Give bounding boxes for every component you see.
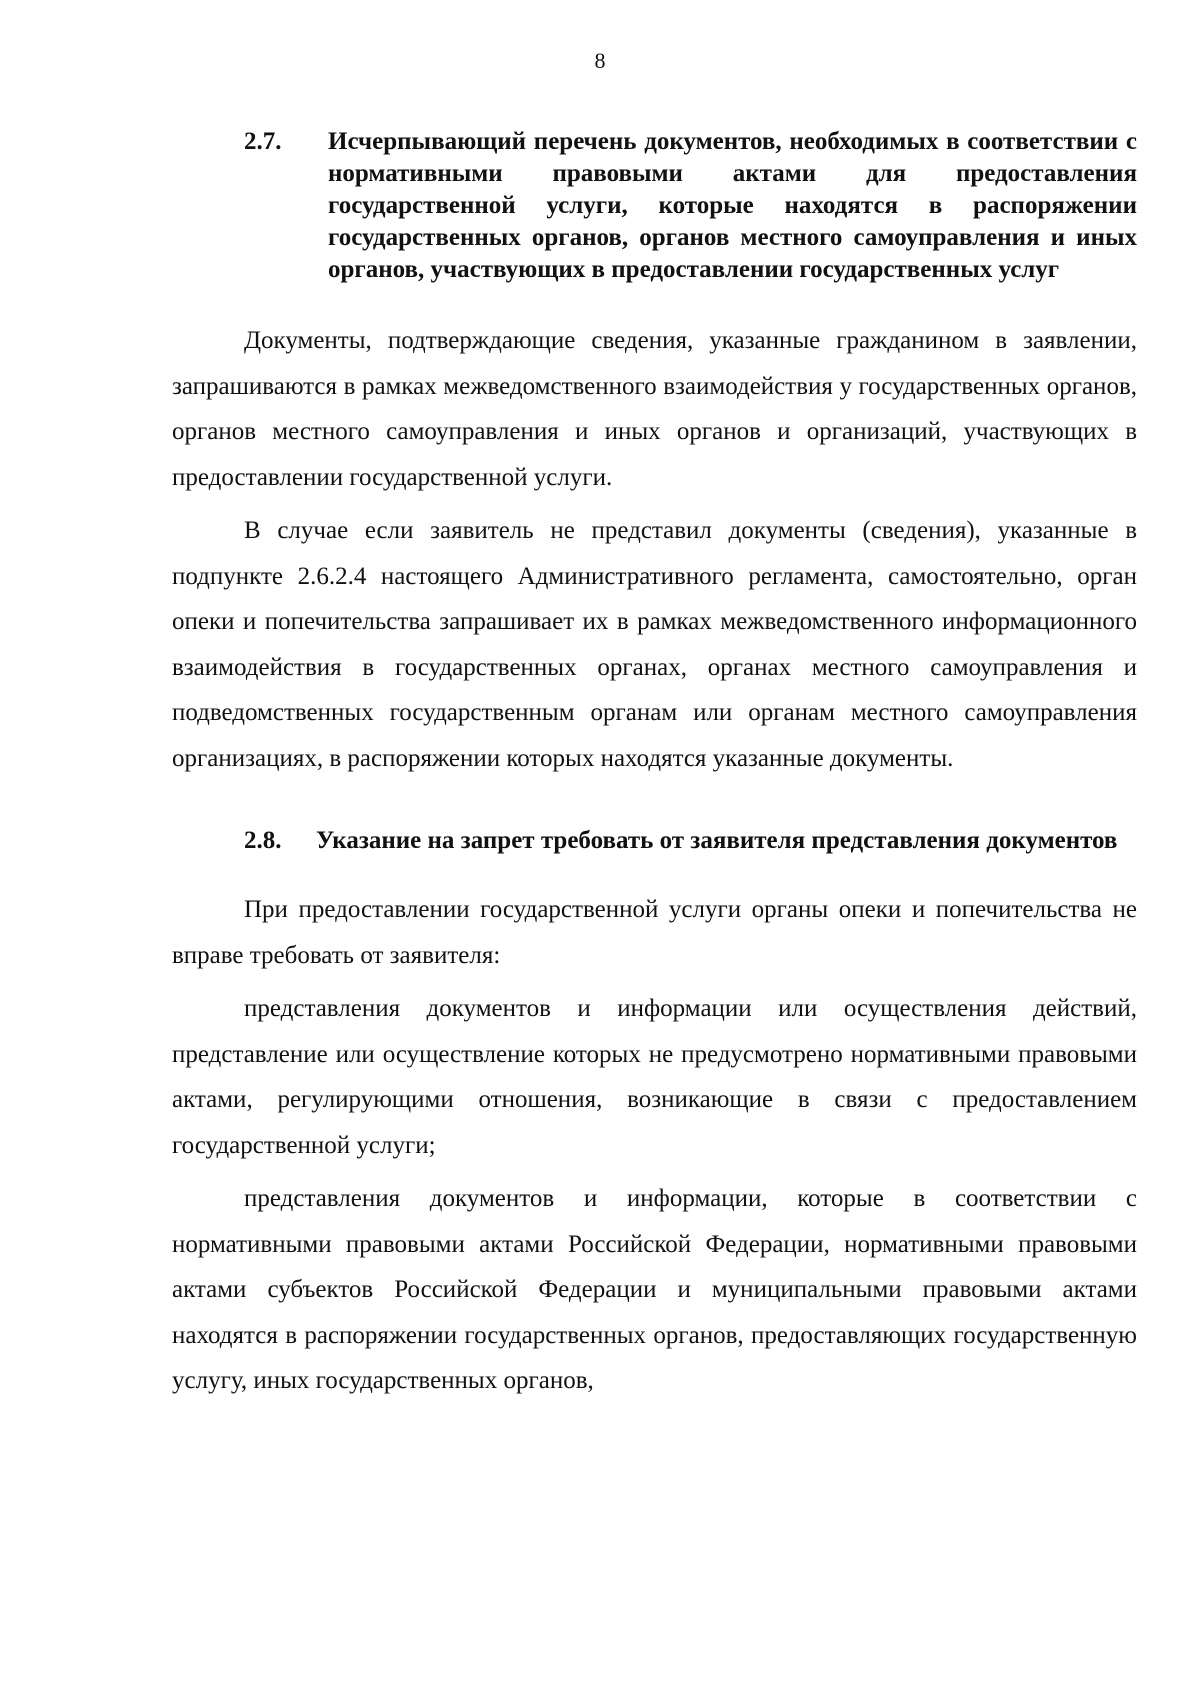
page-number: 8: [594, 48, 606, 73]
paragraph: При предоставлении государственной услуги органы опеки и попечительства не вправе требовать от заявителя:: [172, 896, 1137, 969]
section-heading-2-7: [244, 126, 1137, 286]
section-number: 2.8.: [244, 827, 282, 854]
paragraph: представления документов и информации или осуществления действий, представление или осуществление которых не предусмотрено нормативными правовыми актами, регулирующими отношения, возникающие в связи с предоставлением государственной услуги;: [172, 995, 1137, 1159]
section-heading-2-8: [244, 825, 1137, 857]
section-title: Исчерпывающий перечень документов, необходимых в соответствии с нормативными правовыми актами для предоставления государственной услуги, которые находятся в распоряжении государственных органов, органов местного самоуправления и иных органов, участвующих в предоставлении государственных услуг: [328, 128, 1137, 283]
section-title: Указание на запрет требовать от заявителя представления документов: [316, 827, 1118, 854]
paragraph: Документы, подтверждающие сведения, указанные гражданином в заявлении, запрашиваются в рамках межведомственного взаимодействия у государственных органов, органов местного самоуправления и иных органов и организаций, участвующих в предоставлении государственной услуги.: [172, 327, 1137, 491]
page-content: [172, 126, 1137, 1404]
paragraph: В случае если заявитель не представил документы (сведения), указанные в подпункте 2.6.2.4 настоящего Административного регламента, самостоятельно, орган опеки и попечительства запрашивает их в рамках межведомственного информационного взаимодействия в государственных органах, органах местного самоуправления и подведомственных государственным органам или органам местного самоуправления организациях, в распоряжении которых находятся указанные документы.: [172, 517, 1137, 772]
paragraph: представления документов и информации, которые в соответствии с нормативными правовыми актами Российской Федерации, нормативными правовыми актами субъектов Российской Федерации и муниципальными правовыми актами находятся в распоряжении государственных органов, предоставляющих государственную услугу, иных государственных органов,: [172, 1185, 1137, 1394]
section-number: 2.7.: [244, 128, 282, 155]
